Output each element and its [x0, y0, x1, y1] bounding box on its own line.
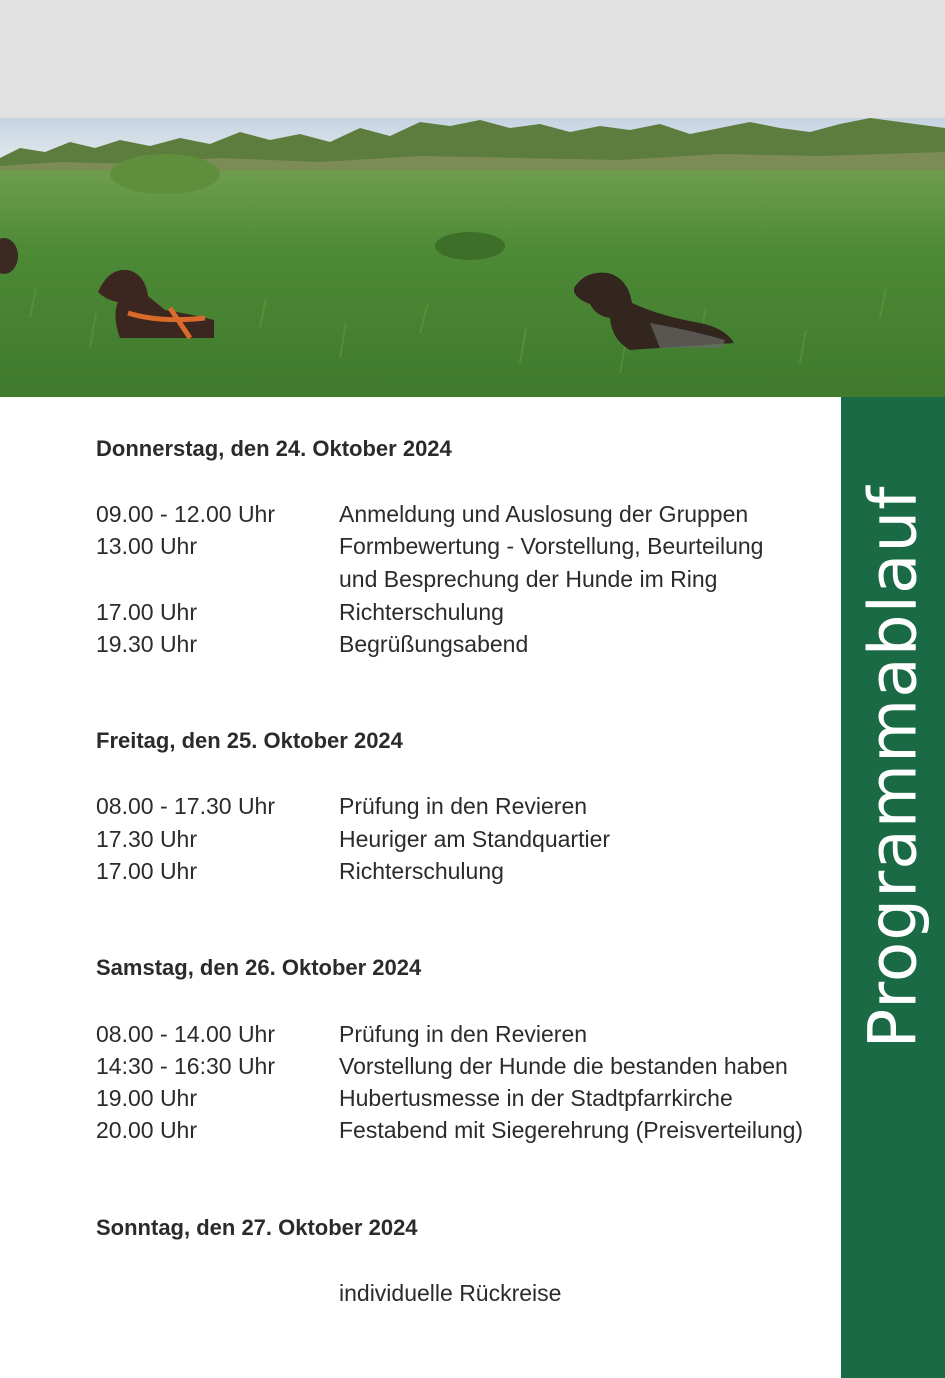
entry-description: Prüfung in den Revieren [339, 1021, 588, 1047]
entry-description: Begrüßungsabend [339, 631, 529, 657]
entry-time: 08.00 - 14.00 Uhr [96, 1021, 276, 1047]
entry-description: Richterschulung [339, 858, 504, 884]
entry-time: 17.00 Uhr [96, 858, 198, 884]
entry-time: 17.30 Uhr [96, 826, 198, 852]
entry-description: Vorstellung der Hunde die bestanden haben [339, 1053, 788, 1079]
entry-time: 19.00 Uhr [96, 1085, 198, 1111]
top-band [0, 0, 945, 118]
day-heading-friday: Freitag, den 25. Oktober 2024 [96, 728, 403, 753]
day-heading-sunday: Sonntag, den 27. Oktober 2024 [96, 1215, 418, 1240]
entry-time: 14:30 - 16:30 Uhr [96, 1053, 276, 1079]
entry-description: Prüfung in den Revieren [339, 793, 588, 819]
day-heading-saturday: Samstag, den 26. Oktober 2024 [96, 955, 422, 980]
entry-description: Formbewertung - Vorstellung, Beurteilung und Besprechung der Hunde im Ring [339, 533, 764, 592]
entry-description: Festabend mit Siegerehrung (Preisverteilung) [339, 1117, 804, 1143]
entry-description: Heuriger am Standquartier [339, 826, 611, 852]
entry-description: individuelle Rückreise [339, 1280, 562, 1306]
entry-description: Hubertusmesse in der Stadtpfarrkirche [339, 1085, 733, 1111]
entry-time: 19.30 Uhr [96, 631, 198, 657]
side-title: Programmablauf [854, 485, 932, 1049]
entry-description: Anmeldung und Auslosung der Gruppen [339, 501, 749, 527]
entry-time: 09.00 - 12.00 Uhr [96, 501, 276, 527]
entry-time: 20.00 Uhr [96, 1117, 198, 1143]
day-heading-thursday: Donnerstag, den 24. Oktober 2024 [96, 436, 452, 461]
entry-time: 08.00 - 17.30 Uhr [96, 793, 276, 819]
entry-time: 17.00 Uhr [96, 599, 198, 625]
entry-time: 13.00 Uhr [96, 533, 198, 559]
side-title-bar [841, 397, 945, 1378]
header-photo-dogs-in-meadow [0, 118, 945, 397]
entry-description: Richterschulung [339, 599, 504, 625]
